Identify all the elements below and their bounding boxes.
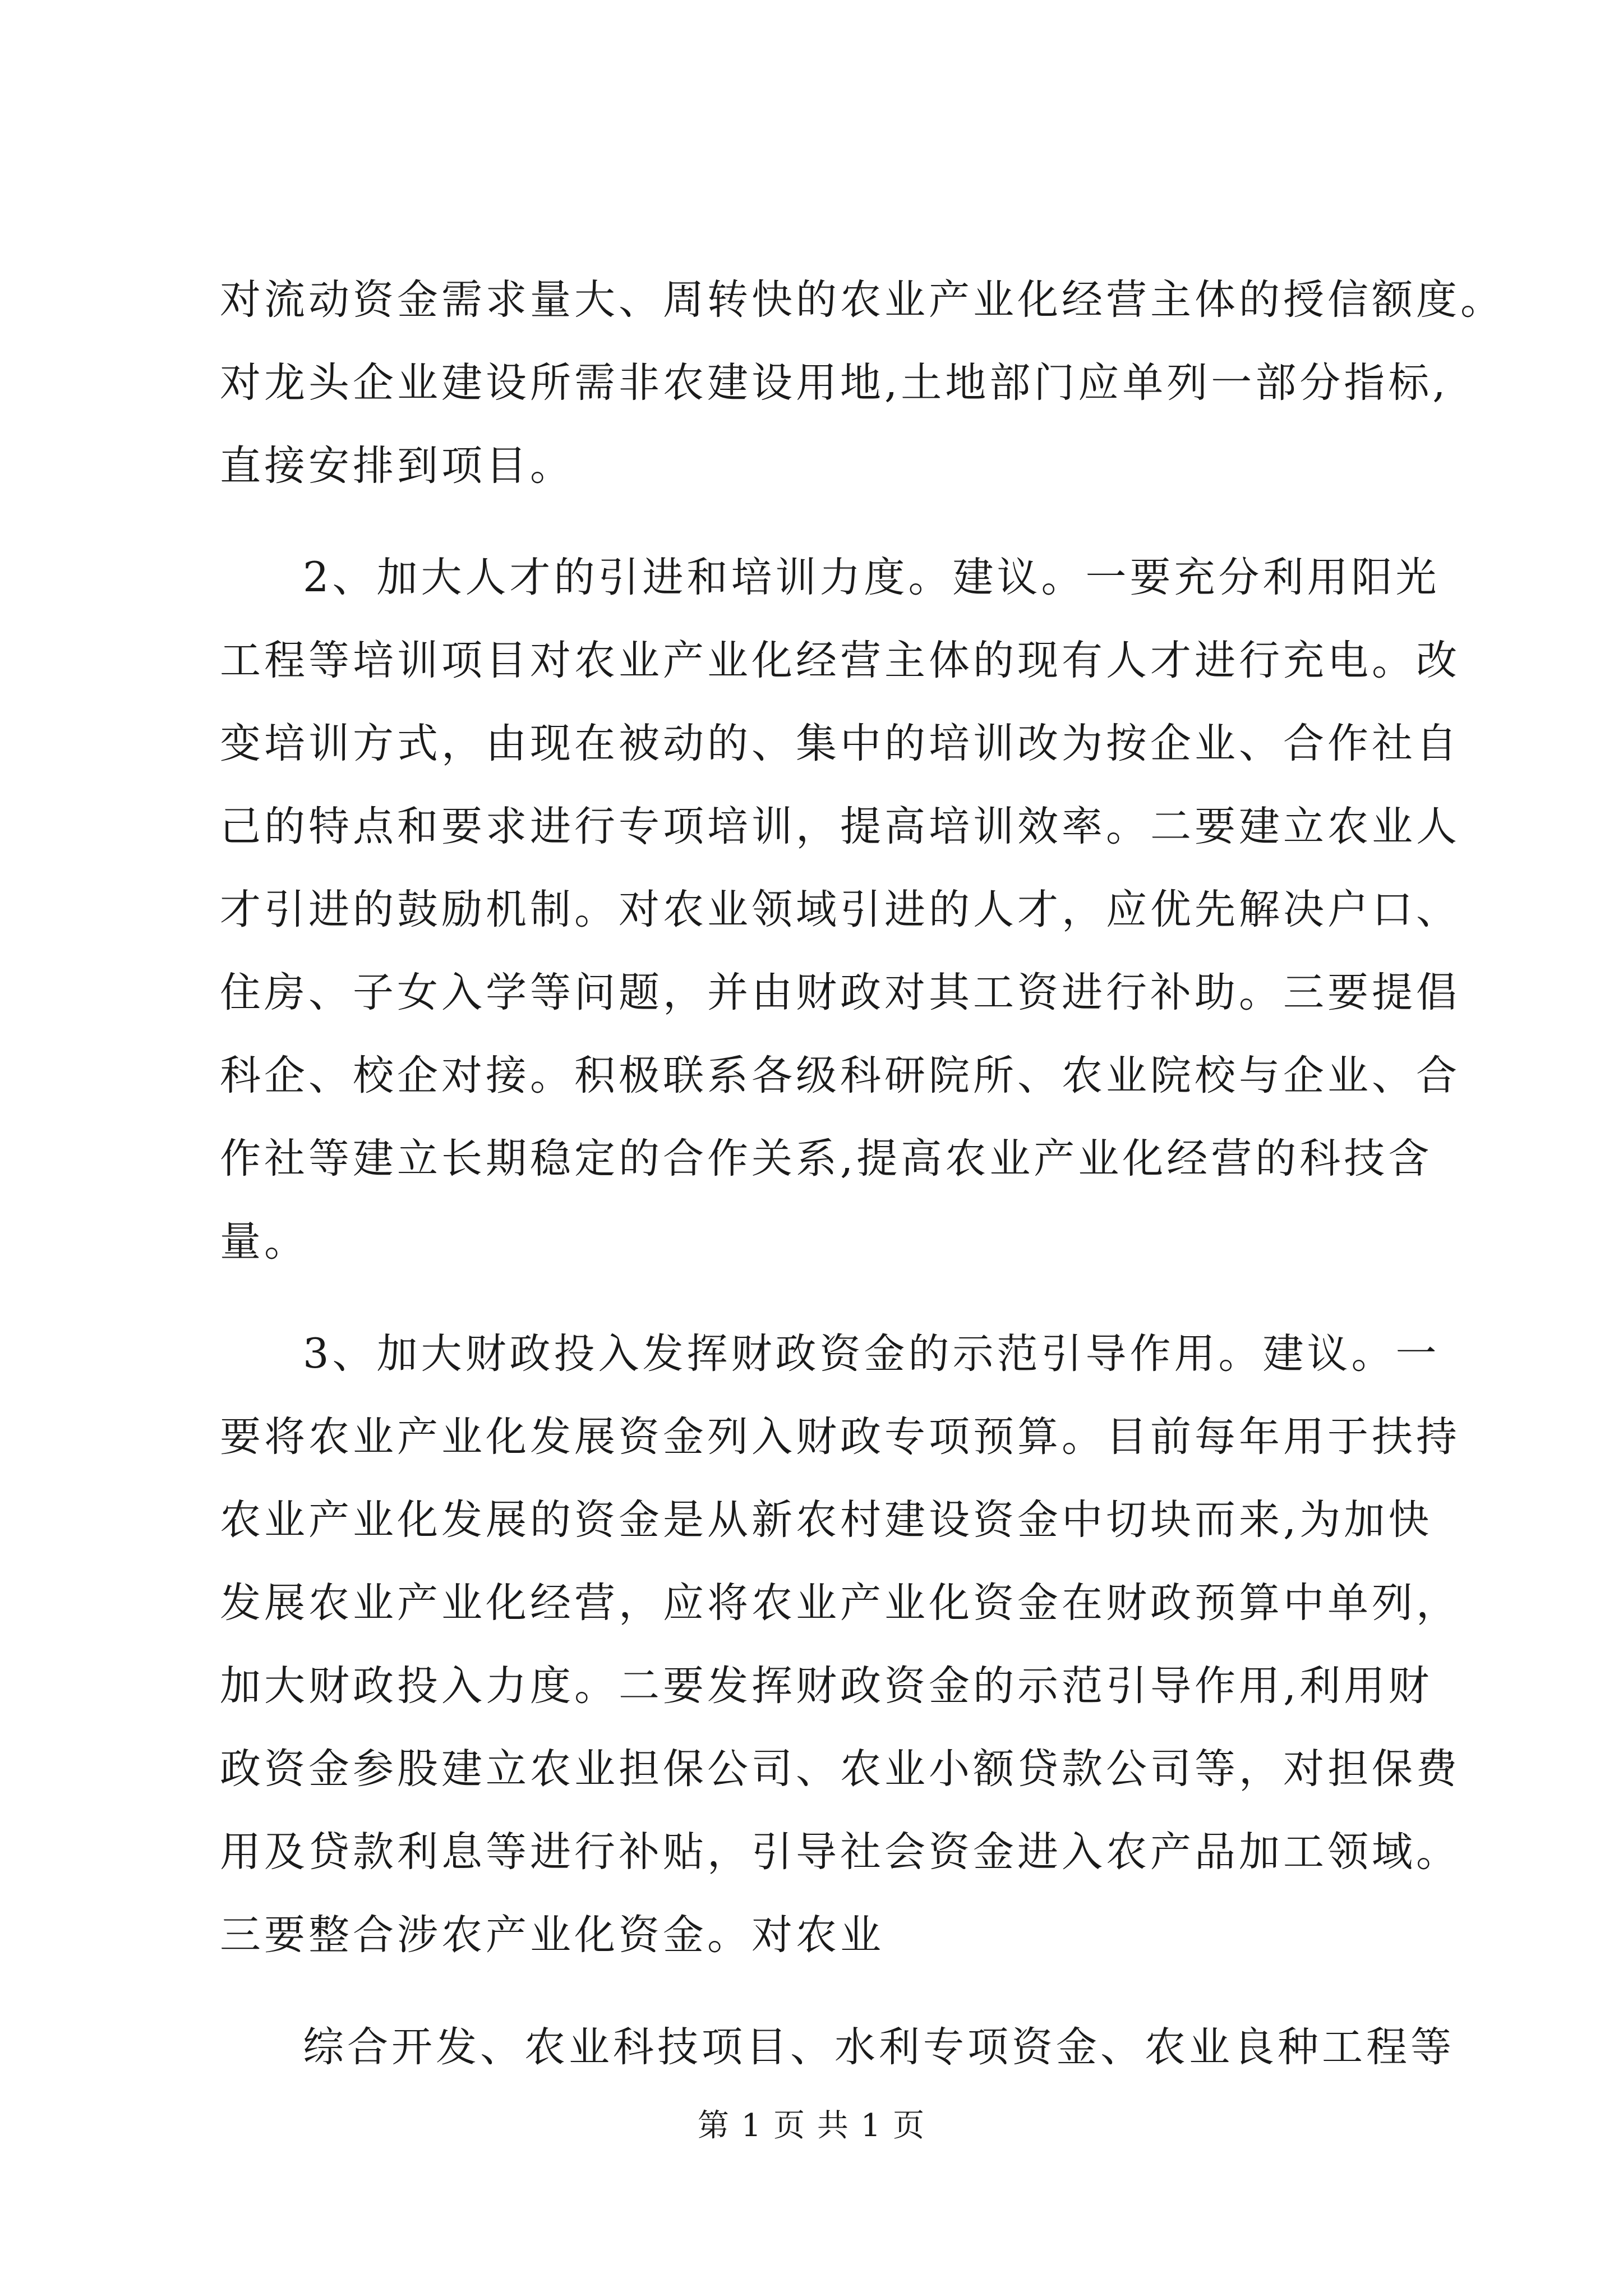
text-line: 要将农业产业化发展资金列入财政专项预算。目前每年用于扶持 — [220, 1413, 1460, 1461]
text-line: 综合开发、农业科技项目、水利专项资金、农业良种工程等 — [303, 2023, 1455, 2071]
text-line: 作社等建立长期稳定的合作关系,提高农业产业化经营的科技含 — [220, 1135, 1433, 1182]
text-line: 农业产业化发展的资金是从新农村建设资金中切块而来,为加快 — [220, 1496, 1433, 1544]
text-line: 对流动资金需求量大、周转快的农业产业化经营主体的授信额度。 — [220, 276, 1505, 324]
text-line: 直接安排到项目。 — [220, 442, 574, 490]
text-line: 量。 — [220, 1218, 308, 1266]
text-line: 才引进的鼓励机制。对农业领域引进的人才，应优先解决户口、 — [220, 886, 1460, 933]
text-line: 发展农业产业化经营，应将农业产业化资金在财政预算中单列， — [220, 1579, 1460, 1627]
text-line: 己的特点和要求进行专项培训，提高培训效率。二要建立农业人 — [220, 803, 1460, 850]
text-line: 科企、校企对接。积极联系各级科研院所、农业院校与企业、合 — [220, 1052, 1460, 1099]
text-line: 加大财政投入力度。二要发挥财政资金的示范引导作用,利用财 — [220, 1662, 1433, 1710]
page-number-footer: 第 1 页 共 1 页 — [697, 2108, 926, 2144]
text-line: 住房、子女入学等问题，并由财政对其工资进行补助。三要提倡 — [220, 969, 1460, 1016]
text-line: 政资金参股建立农业担保公司、农业小额贷款公司等，对担保费 — [220, 1745, 1460, 1793]
text-line: 2、加大人才的引进和培训力度。建议。一要充分利用阳光 — [303, 554, 1440, 601]
text-line: 变培训方式，由现在被动的、集中的培训改为按企业、合作社自 — [220, 720, 1460, 767]
text-line: 工程等培训项目对农业产业化经营主体的现有人才进行充电。改 — [220, 637, 1460, 684]
text-line: 用及贷款利息等进行补贴，引导社会资金进入农产品加工领域。 — [220, 1828, 1460, 1876]
text-line: 三要整合涉农产业化资金。对农业 — [220, 1911, 884, 1959]
text-line: 对龙头企业建设所需非农建设用地,土地部门应单列一部分指标, — [220, 359, 1449, 407]
text-line: 3、加大财政投入发挥财政资金的示范引导作用。建议。一 — [303, 1330, 1440, 1378]
